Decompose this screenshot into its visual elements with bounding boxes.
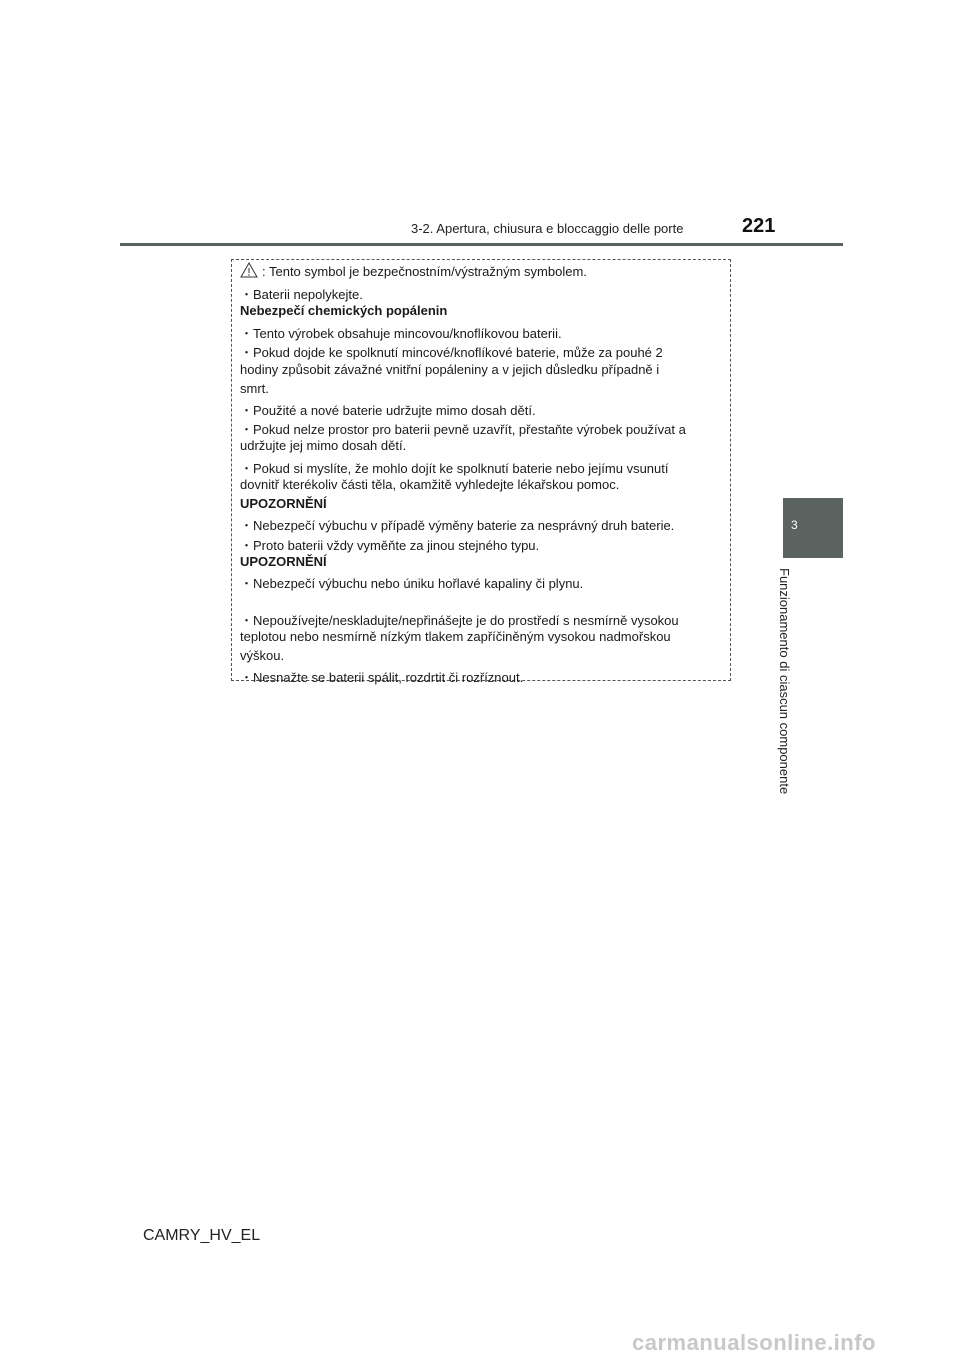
warning-heading: Nebezpečí chemických popálenin [240,303,448,318]
warning-line: ・Nebezpečí výbuchu nebo úniku hořlavé kapaliny či plynu. [240,576,584,591]
chapter-title: Funzionamento di ciascun componente [777,568,792,795]
warning-line: ・Pokud dojde ke spolknutí mincové/knoflíkové baterie, může za pouhé 2 [240,345,663,360]
warning-line: ・Nepoužívejte/neskladujte/nepřinášejte je do prostředí s nesmírně vysokou [240,613,679,628]
warning-line: hodiny způsobit závažné vnitřní popáleniny a v jejich důsledku případně i [240,362,660,377]
header-divider [120,243,843,246]
warning-line: ・Nesnažte se baterii spálit, rozdrtit či rozříznout. [240,670,524,685]
warning-line: dovnitř kterékoliv části těla, okamžitě vyhledejte lékařskou pomoc. [240,477,620,492]
model-code: CAMRY_HV_EL [143,1227,261,1244]
warning-line: ・Proto baterii vždy vyměňte za jinou stejného typu. [240,538,540,553]
warning-line: ・Baterii nepolykejte. [240,287,363,302]
warning-triangle-icon [240,262,258,278]
warning-symbol-text: : Tento symbol je bezpečnostním/výstražným symbolem. [262,264,587,279]
page-number: 221 [742,215,776,237]
chapter-tab [783,498,843,558]
chapter-side-label [778,568,798,798]
warning-line: výškou. [240,648,285,663]
warning-line: udržujte jej mimo dosah dětí. [240,438,407,453]
warning-line: ・Pokud si myslíte, že mohlo dojít ke spolknutí baterie nebo jejímu vsunutí [240,461,669,476]
warning-line: ・Nebezpečí výbuchu v případě výměny baterie za nesprávný druh baterie. [240,518,675,533]
warning-line: teplotou nebo nesmírně nízkým tlakem zapříčiněným vysokou nadmořskou [240,629,671,644]
warning-line: smrt. [240,381,269,396]
warning-line: ・Tento výrobek obsahuje mincovou/knoflíkovou baterii. [240,326,562,341]
caution-heading: UPOZORNĚNÍ [240,496,327,511]
section-title: 3-2. Apertura, chiusura e bloccaggio delle porte [411,221,684,236]
caution-heading: UPOZORNĚNÍ [240,554,327,569]
watermark: carmanualsonline.info [632,1330,876,1355]
warning-line: ・Použité a nové baterie udržujte mimo dosah dětí. [240,403,536,418]
chapter-number: 3 [791,518,798,532]
warning-line: ・Pokud nelze prostor pro baterii pevně uzavřít, přestaňte výrobek používat a [240,422,686,437]
